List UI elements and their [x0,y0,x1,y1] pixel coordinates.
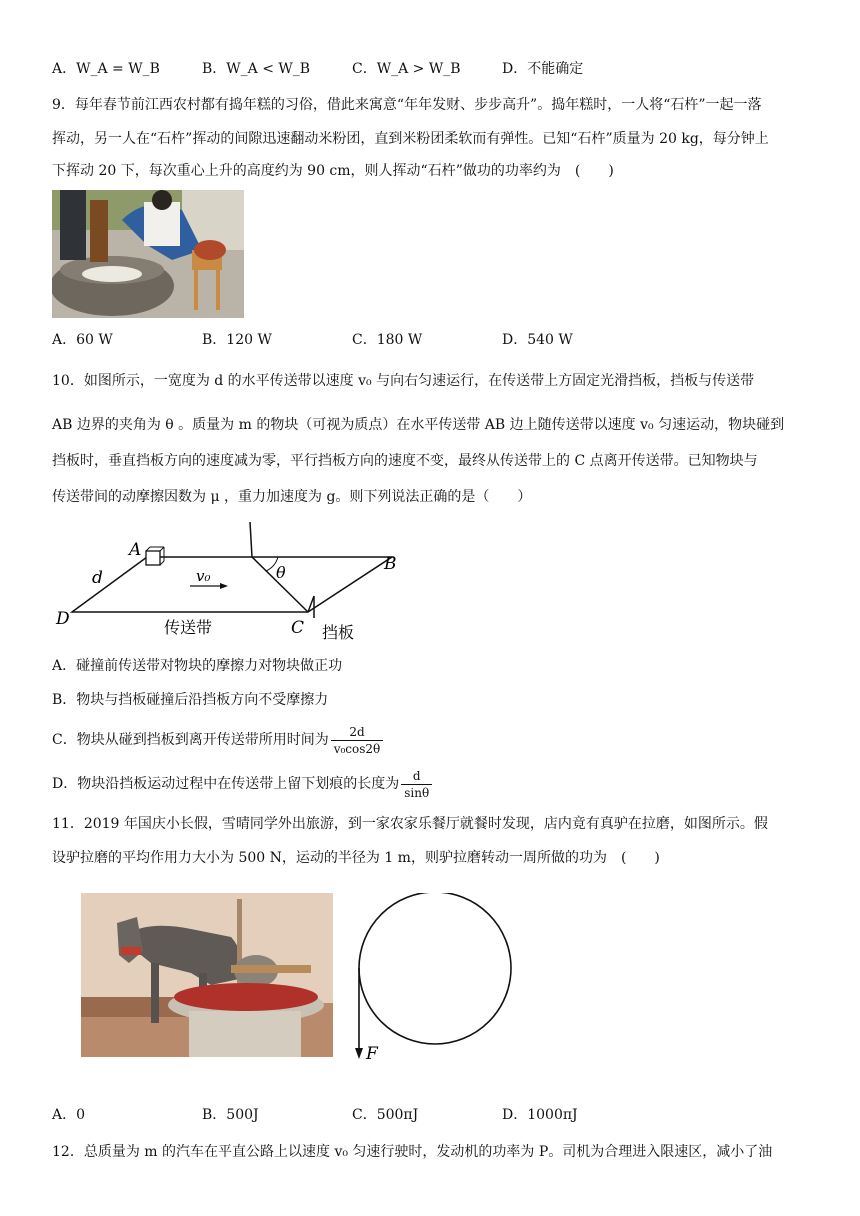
q10-option-d-numerator: d [401,768,432,785]
q11-option-d: D．1000πJ [502,1107,578,1123]
q9-option-d: D．540 W [502,332,573,348]
block-shape [146,551,160,565]
q10-option-a: A．碰撞前传送带对物块的摩擦力对物块做正功 [52,658,343,674]
q10-text-line3: 挡板时，垂直挡板方向的速度减为零，平行挡板方向的速度不变，最终从传送带上的 C 点离开传送带。已知物块与 [52,453,758,469]
q9-text-line1: 9．每年春节前江西农村都有捣年糕的习俗，借此来寓意“年年发财、步步高升”。捣年糕时，一人将“石杵”一起一落 [52,97,762,113]
q10-option-c-text: C．物块从碰到挡板到离开传送带所用时间为 [52,732,329,748]
label-a: A [129,540,142,560]
donkey-mill-photo [81,893,333,1057]
label-baffle: 挡板 [322,623,355,642]
q8-option-c: C．W_A > W_B [352,61,461,77]
q8-option-a: A．W_A = W_B [52,61,160,77]
q10-option-d-denominator: sinθ [404,785,430,800]
q10-option-c-denominator: v₀cos2θ [333,741,381,756]
circle-path [359,893,511,1044]
q10-option-c-numerator: 2d [331,724,384,741]
q10-option-d-fraction [401,768,432,801]
q10-option-c-fraction [331,724,384,757]
q10-option-d-text: D．物块沿挡板运动过程中在传送带上留下划痕的长度为 [52,776,400,792]
baffle-upper [250,522,252,557]
q10-option-b: B．物块与挡板碰撞后沿挡板方向不受摩擦力 [52,692,329,708]
q10-text-line4: 传送带间的动摩擦因数为 μ ，重力加速度为 g。则下列说法正确的是（ ） [52,489,532,505]
label-width: d [92,568,103,588]
label-angle: θ [276,563,286,582]
q9-text-line3: 下挥动 20 下，每次重心上升的高度约为 90 cm，则人挥动“石杵”做功的功率约为 ( ) [52,163,614,179]
q11-option-a: A．0 [52,1107,86,1123]
q11-text-line1: 11．2019 年国庆小长假，雪晴同学外出旅游，到一家农家乐餐厅就餐时发现，店内竟有真驴在拉磨，如图所示。假 [52,816,768,832]
rice-cake-pounding-photo [52,190,244,318]
q8-option-d: D．不能确定 [502,61,584,77]
label-c: C [291,618,305,638]
label-speed: v₀ [196,567,211,585]
q8-option-b: B．W_A < W_B [202,61,311,77]
q10-option-d [52,764,432,804]
force-label: F [366,1044,378,1063]
q10-option-c [52,720,383,760]
label-d: D [56,609,70,629]
force-arrowhead [355,1048,363,1059]
q10-text-line1: 10．如图所示，一宽度为 d 的水平传送带以速度 v₀ 与向右匀速运行，在传送带上方固定光滑挡板，挡板与传送带 [52,373,755,389]
label-belt: 传送带 [164,618,213,637]
circle-force-diagram [345,893,520,1063]
q12-text-line1: 12．总质量为 m 的汽车在平直公路上以速度 v₀ 匀速行驶时，发动机的功率为 P。司机为合理进入限速区，减小了油 [52,1144,773,1160]
q9-option-a: A．60 W [52,332,113,348]
q9-text-line2: 挥动，另一人在“石杵”挥动的间隙迅速翻动米粉团，直到米粉团柔软而有弹性。已知“石杵”质量为 20 kg，每分钟上 [52,131,769,147]
q11-option-c: C．500πJ [352,1107,419,1123]
label-b: B [384,554,397,574]
q9-option-b: B．120 W [202,332,272,348]
q9-option-c: C．180 W [352,332,423,348]
belt-outline [72,557,392,612]
q11-option-b: B．500J [202,1107,259,1123]
q11-text-line2: 设驴拉磨的平均作用力大小为 500 N，运动的半径为 1 m，则驴拉磨转动一周所做的功为 ( ) [52,850,660,866]
conveyor-belt-diagram [52,520,402,645]
q10-text-line2: AB 边界的夹角为 θ 。质量为 m 的物块（可视为质点）在水平传送带 AB 边上随传送带以速度 v₀ 匀速运动，物块碰到 [52,417,785,433]
